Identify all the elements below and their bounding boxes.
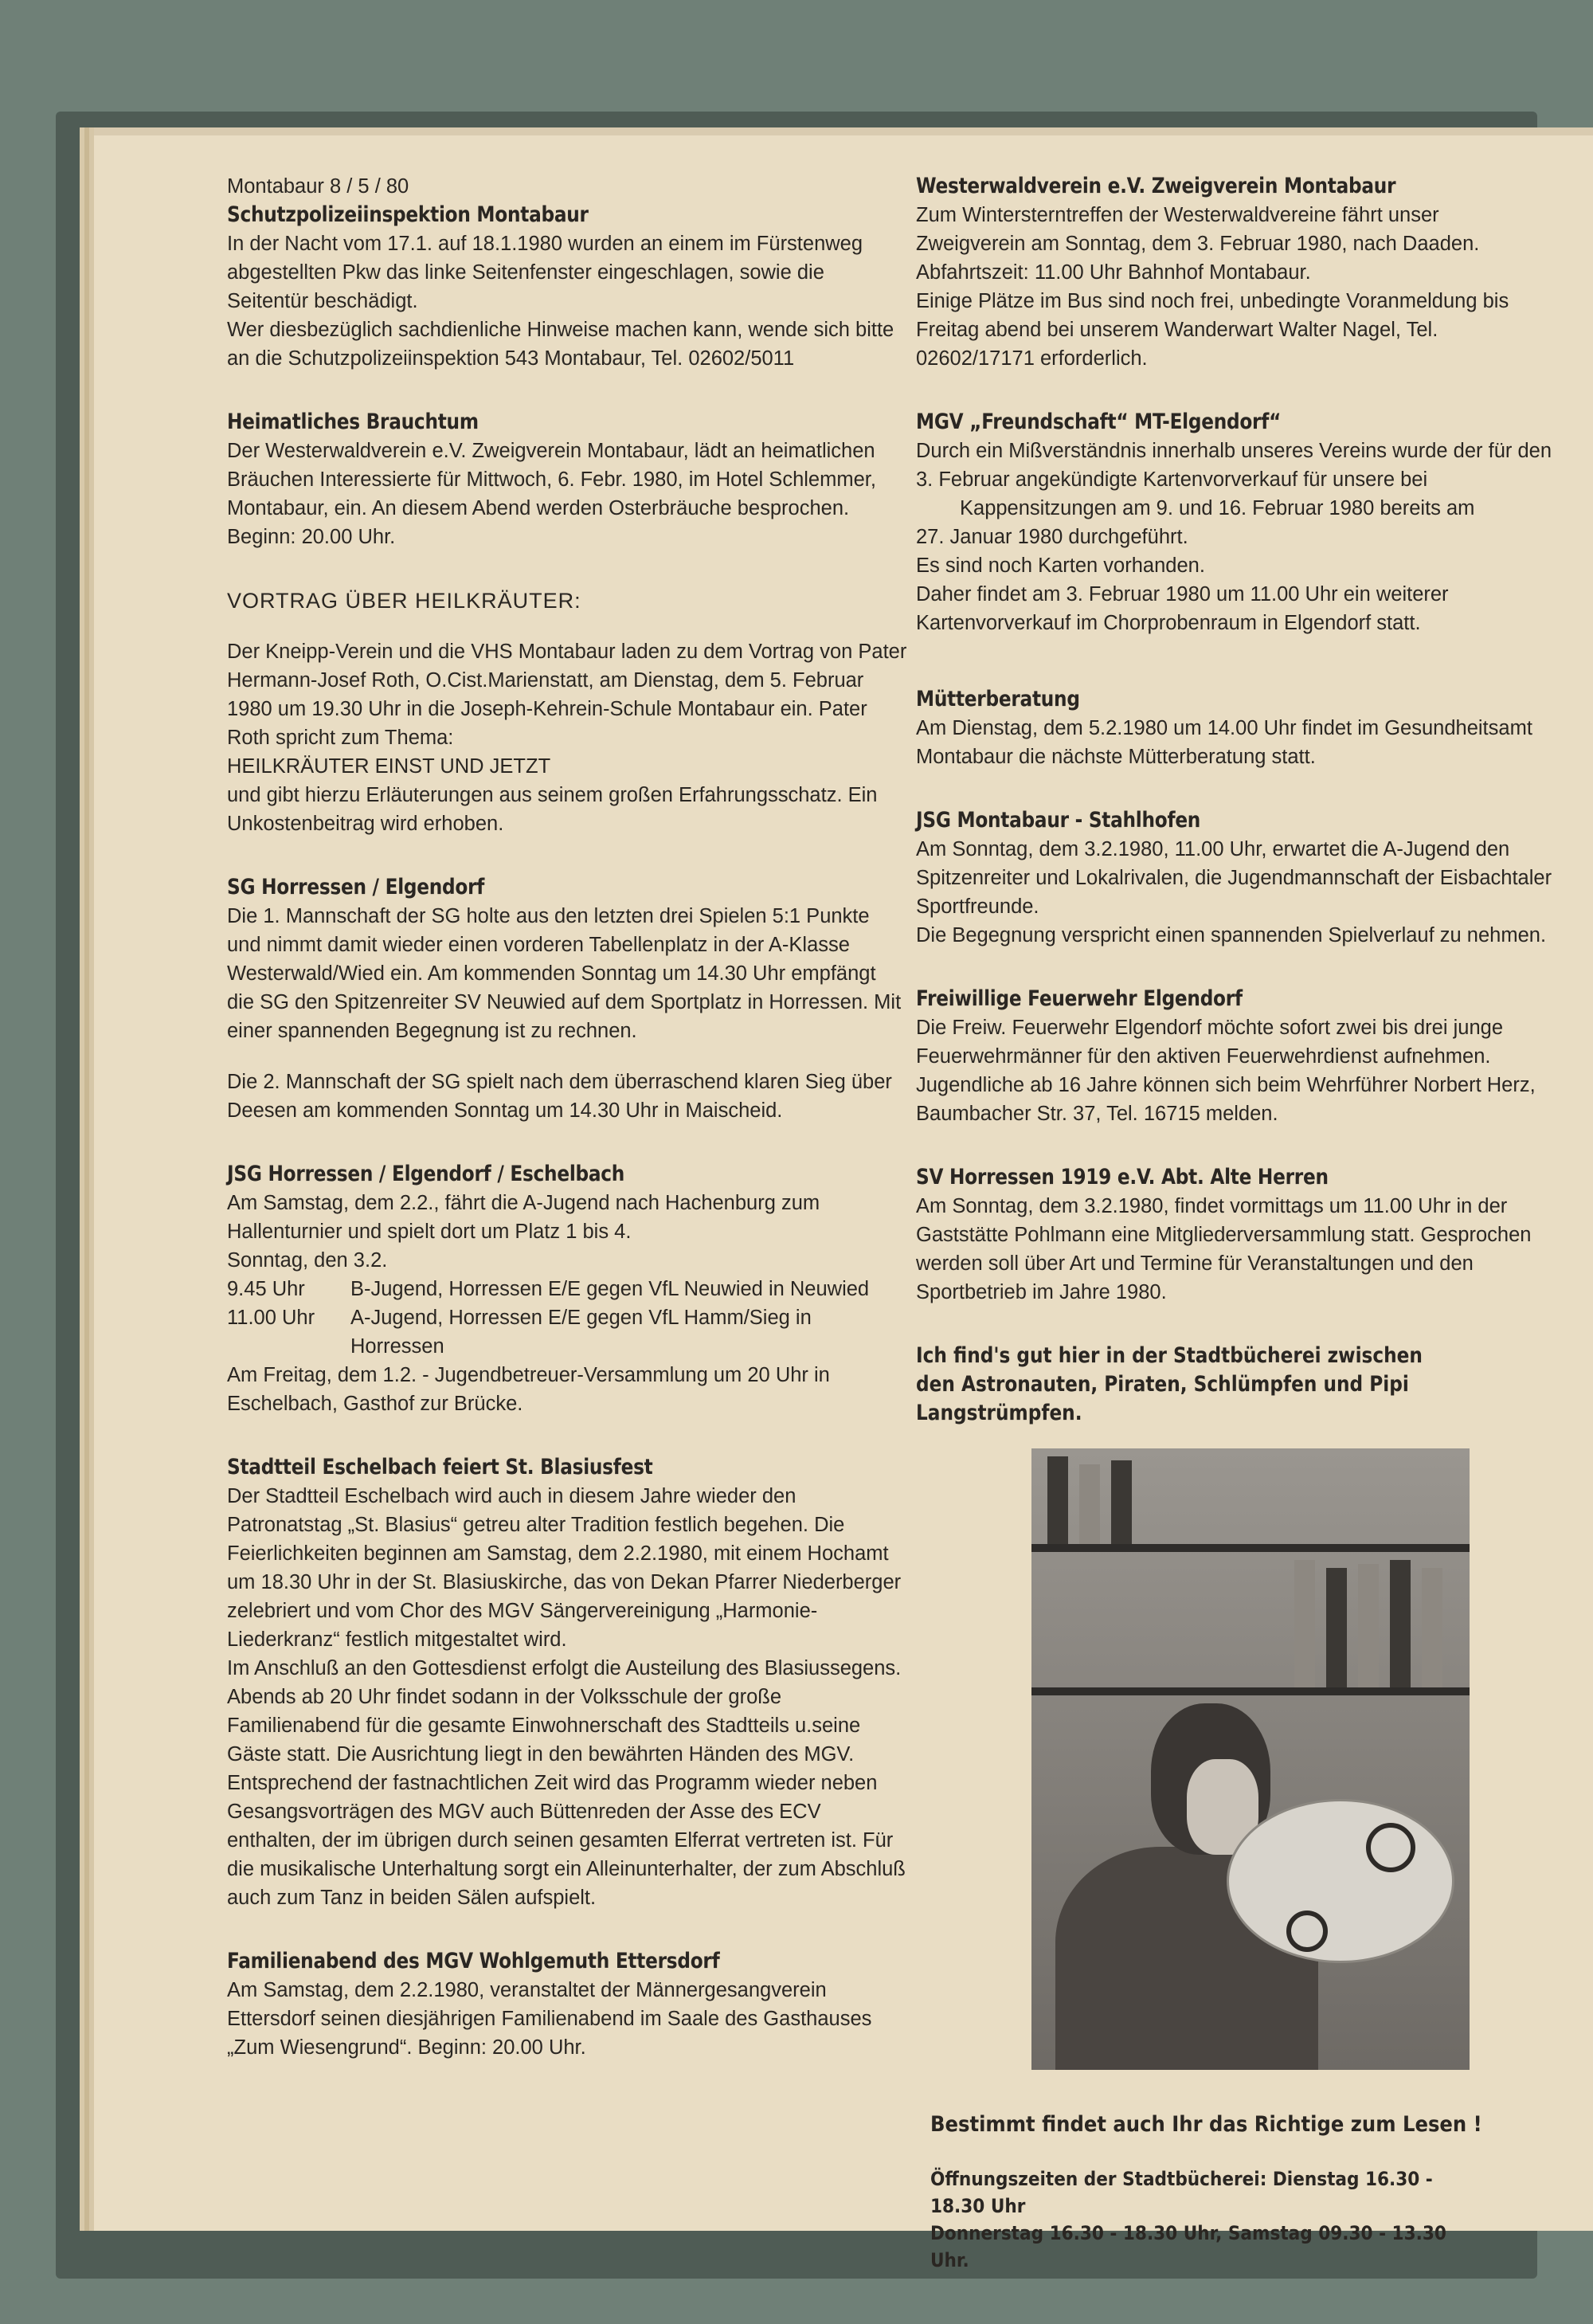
article-body: Die 1. Mannschaft der SG holte aus den letzten drei Spielen 5:1 Punkte und nimmt damit wieder einen vorderen Tabellenplatz in der A-Klasse Westerwald/Wied ein. Am kommenden Sonntag um 14.30 Uhr empfängt die SG den Spitzenreiter SV Neuwied auf dem Sportplatz in Horressen. Mit einer spannenden Begegnung ist zu rechnen. [227,905,902,1042]
article-title: Heimatliches Brauchtum [227,410,479,434]
book-spine [1111,1460,1132,1544]
right-column [916,172,1553,2301]
article-sv-horressen [916,1163,1553,1307]
article-jsg-montabaur [916,806,1553,950]
article-body: Der Stadtteil Eschelbach wird auch in diesem Jahre wieder den Patronatstag „St. Blasius“ getreu alter Tradition festlich begehen. Die Feierlichkeiten beginnen am Samstag, dem 2.2.1980, mit einem Hochamt um 18.30 Uhr in der St. Blasiuskirche, das von Dekan Pfarrer Niederberger zelebriert und vom Chor des MGV Sängervereinigung „Harmonie-Liederkranz“ festlich mitgestaltet wird. Im Anschluß an den Gottesdienst erfolgt die Austeilung des Blasiussegens. Abends ab 20 Uhr findet sodann in der Volksschule der große Familienabend für die gesamte Einwohnerschaft des Stadtteils u.seine Gäste statt. Die Ausrichtung liegt in den bewährten Händen des MGV. Entsprechend der fastnachtlichen Zeit wird das Programm wieder neben Gesangsvorträgen des MGV auch Büttenreden der Asse des ECV enthalten, der im übrigen durch seinen gesamten Elferrat vertreten ist. Für die musikalische Unterhaltung sorgt ein Alleinunterhalter, der zum Abschluß auch zum Tanz in beiden Sälen aufspielt. [227,1485,906,1909]
article-mgv-freundschaft [916,408,1553,637]
schedule-row [227,1275,908,1303]
caption-headline: Bestimmt findet auch Ihr das Richtige zum Lesen ! [930,2112,1482,2137]
article-body: In der Nacht vom 17.1. auf 18.1.1980 wurden an einem im Fürstenweg abgestellten Pkw das linke Seitenfenster eingeschlagen, sowie die Seitentür beschädigt. Wer diesbezüglich sachdienliche Hinweise machen kann, wende sich bitte an die Schutzpolizeiinspektion 543 Montabaur, Tel. 02602/5011 [227,233,894,370]
schedule-row [227,1303,908,1361]
article-vortrag-heilkraeuter [227,586,908,838]
article-title: SV Horressen 1919 e.V. Abt. Alte Herren [916,1165,1329,1189]
schedule-text: A-Jugend, Horressen E/E gegen VfL Hamm/Sieg in Horressen [350,1307,812,1358]
article-title: Familienabend des MGV Wohlgemuth Ettersdorf [227,1949,720,1973]
article-title: JSG Horressen / Elgendorf / Eschelbach [227,1162,625,1186]
article-schutzpolizei [227,172,908,373]
article-body: Durch ein Mißverständnis innerhalb unseres Vereins wurde der für den 3. Februar angekündigte Kartenvorverkauf für unsere bei [916,440,1552,491]
dateline: Montabaur 8 / 5 / 80 [227,175,409,198]
article-body-second: 27. Januar 1980 durchgeführt. Es sind noch Karten vorhanden. Daher findet am 3. Februar 1980 um 11.00 Uhr ein weiterer Kartenvorverkauf im Chorprobenraum in Elgendorf statt. [916,526,1449,634]
article-body: Am Sonntag, dem 3.2.1980, 11.00 Uhr, erwartet die A-Jugend den Spitzenreiter und Lokalrivalen, die Jugendmannschaft der Eisbachtaler Sportfreunde. Die Begegnung verspricht einen spannenden Spielverlauf zu nehmen. [916,838,1552,946]
book-spine [1422,1568,1442,1687]
article-heimatliches-brauchtum [227,408,908,551]
book-spine [1326,1568,1347,1687]
page-top-edge [94,127,1593,135]
article-title: Schutzpolizeiinspektion Montabaur [227,202,589,227]
article-familienabend [227,1947,908,2062]
article-body-second: Am Freitag, dem 1.2. - Jugendbetreuer-Versammlung um 20 Uhr in Eschelbach, Gasthof zur Brücke. [227,1364,830,1415]
article-body: Der Westerwaldverein e.V. Zweigverein Montabaur, lädt an heimatlichen Bräuchen Interessierte für Mittwoch, 6. Febr. 1980, im Hotel Schlemmer, Montabaur, ein. An diesem Abend werden Osterbräuche besprochen. Beginn: 20.00 Uhr. [227,440,876,548]
library-promo-text: Ich find's gut hier in der Stadtbücherei zwischen den Astronauten, Piraten, Schlümpfen und Pipi Langstrümpfen. [916,1343,1423,1425]
opening-hours: Öffnungszeiten der Stadtbücherei: Dienstag 16.30 - 18.30 Uhr Donnerstag 16.30 - 18.30 Uhr, Samstag 09.30 - 13.30 Uhr. [930,2168,1446,2271]
left-column [227,172,908,2097]
book-spine [1047,1456,1068,1544]
article-body: Der Kneipp-Verein und die VHS Montabaur laden zu dem Vortrag von Pater Hermann-Josef Roth, O.Cist.Marienstatt, am Dienstag, dem 5. Februar 1980 um 19.30 Uhr in die Joseph-Kehrein-Schule Montabaur ein. Pater Roth spricht zum Thema: HEILKRÄUTER EINST UND JETZT und gibt hierzu Erläuterungen aus seinem großen Erfahrungsschatz. Ein Unkostenbeitrag wird erhoben. [227,641,907,835]
article-jsg-horressen [227,1160,908,1418]
shelf [1031,1544,1470,1552]
article-feuerwehr [916,985,1553,1128]
article-title: SG Horressen / Elgendorf [227,875,485,899]
library-photo [1031,1448,1470,2070]
schedule-text: B-Jugend, Horressen E/E gegen VfL Neuwied in Neuwied [350,1278,870,1300]
article-body: Am Samstag, dem 2.2.1980, veranstaltet der Männergesangverein Ettersdorf seinen diesjährigen Familienabend im Saale des Gasthauses „Zum Wiesengrund“. Beginn: 20.00 Uhr. [227,1979,872,2059]
schedule-time: 11.00 Uhr [227,1307,315,1329]
article-body: Zum Wintersterntreffen der Westerwaldvereine fährt unser Zweigverein am Sonntag, dem 3. Februar 1980, nach Daaden. Abfahrtszeit: 11.00 Uhr Bahnhof Montabaur. Einige Plätze im Bus sind noch frei, unbedingte Voranmeldung bis Freitag abend bei unserem Wanderwart Walter Nagel, Tel. 02602/17171 erforderlich. [916,204,1509,370]
article-body: Am Sonntag, dem 3.2.1980, findet vormittags um 11.00 Uhr in der Gaststätte Pohlmann eine Mitgliederversammlung statt. Gesprochen werden soll über Art und Termine für Veranstaltungen und den Sportbetrieb im Jahre 1980. [916,1195,1532,1303]
library-caption [916,2084,1489,2301]
article-body-second: Die 2. Mannschaft der SG spielt nach dem überraschend klaren Sieg über Deesen am kommenden Sonntag um 14.30 Uhr in Maischeid. [227,1071,892,1122]
shelf [1031,1687,1470,1695]
book-spine [1390,1560,1411,1687]
article-westerwaldverein [916,172,1553,373]
article-title: Stadtteil Eschelbach feiert St. Blasiusfest [227,1455,653,1479]
article-title: Westerwaldverein e.V. Zweigverein Montabaur [916,174,1396,198]
article-title: Mütterberatung [916,687,1080,711]
article-title: JSG Montabaur - Stahlhofen [916,808,1201,833]
article-body: Am Samstag, dem 2.2., fährt die A-Jugend nach Hachenburg zum Hallenturnier und spielt dort um Platz 1 bis 4. Sonntag, den 3.2. [227,1192,820,1272]
balloon [1227,1799,1454,1963]
article-body-indented: Kappensitzungen am 9. und 16. Februar 1980 bereits am [960,497,1475,519]
article-body: Die Freiw. Feuerwehr Elgendorf möchte sofort zwei bis drei junge Feuerwehrmänner für den aktiven Feuerwehrdienst aufnehmen. Jugendliche ab 16 Jahre können sich beim Wehrführer Norbert Herz, Baumbacher Str. 37, Tel. 16715 melden. [916,1017,1536,1125]
article-title: VORTRAG ÜBER HEILKRÄUTER: [227,589,581,613]
article-blasiusfest [227,1453,908,1912]
schedule-time: 9.45 Uhr [227,1278,305,1300]
article-muetterberatung [916,685,1553,771]
article-sg-horressen [227,873,908,1125]
article-body: Am Dienstag, dem 5.2.1980 um 14.00 Uhr findet im Gesundheitsamt Montabaur die nächste Mütterberatung statt. [916,717,1532,768]
balloon-target-mark [1366,1823,1415,1872]
book-spine [1079,1464,1100,1544]
balloon-target-mark [1286,1911,1328,1952]
book-spine [1358,1564,1379,1687]
match-schedule [227,1275,908,1361]
article-title: Freiwillige Feuerwehr Elgendorf [916,986,1243,1011]
book-spine [1294,1560,1315,1687]
article-title: MGV „Freundschaft“ MT-Elgendorf“ [916,410,1282,434]
